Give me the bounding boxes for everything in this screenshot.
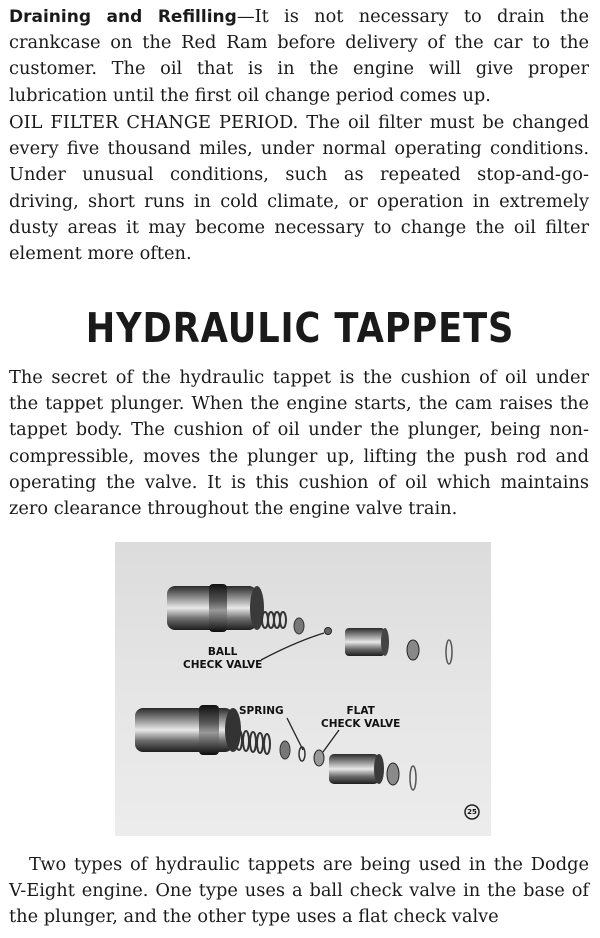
upper-tappet-body [167,584,264,632]
tappet-parts-illustration [115,542,491,836]
ball-check-valve [325,628,332,635]
lower-tappet-body [135,705,241,755]
lower-spring [236,730,270,754]
ball-check-valve-label [183,646,262,672]
draining-paragraph [9,4,589,109]
flat-check-valve [314,750,324,766]
ball-label-line1: BALL [207,646,238,658]
leader-lines [261,633,339,752]
lower-seat [387,763,399,785]
upper-spring [262,612,286,628]
spring-label: SPRING [239,705,284,717]
hydraulic-tappet-paragraph: The secret of the hydraulic tappet is the cushion of oil under the tappet plunger. When the engine starts, the cam raises the tappet body. The cushion of oil under the plunger, being non-compressible, moves the plunger up, lifting the push rod and operating the valve. It is this cushion of oil which maintains zero clearance throughout the engine valve train. [9,367,589,520]
tappet-figure [115,542,491,836]
flat-label-line2: CHECK VALVE [321,718,401,730]
flat-label-line1: FLAT [346,705,375,717]
upper-plunger [345,628,389,656]
tappet-types-paragraph: Two types of hydraulic tappets are being used in the Dodge V-Eight engine. One type uses a ball check valve in the base of the plunger, and the other type uses a flat check valve [9,854,589,928]
flat-check-valve-label [321,705,400,731]
lower-retainer [280,741,290,759]
lower-plunger [329,754,384,784]
upper-snap-ring [446,640,452,664]
lower-snap-ring [410,766,416,790]
lead-dash: — [236,6,255,27]
section-heading: HYDRAULIC TAPPETS [85,304,515,352]
upper-seat [407,640,419,660]
oil-filter-paragraph: OIL FILTER CHANGE PERIOD. The oil filter must be changed every five thousand miles, under normal operating conditions. Under unusual conditions, such as repeated stop-and-go-driving, short runs in cold climate, or operation in extremely dusty areas it may become necessary to change the oil filter element more often. [9,112,589,265]
upper-retainer [294,618,304,634]
draining-body: It is not necessary to drain the crankcase on the Red Ram before delivery of the car to the customer. The oil that is in the engine will give proper lubrication until the first oil change period comes up. [9,6,589,106]
draining-lead-heading: Draining and Refilling [9,7,237,27]
ball-label-line2: CHECK VALVE [183,659,263,671]
figure-number: 25 [467,808,477,816]
